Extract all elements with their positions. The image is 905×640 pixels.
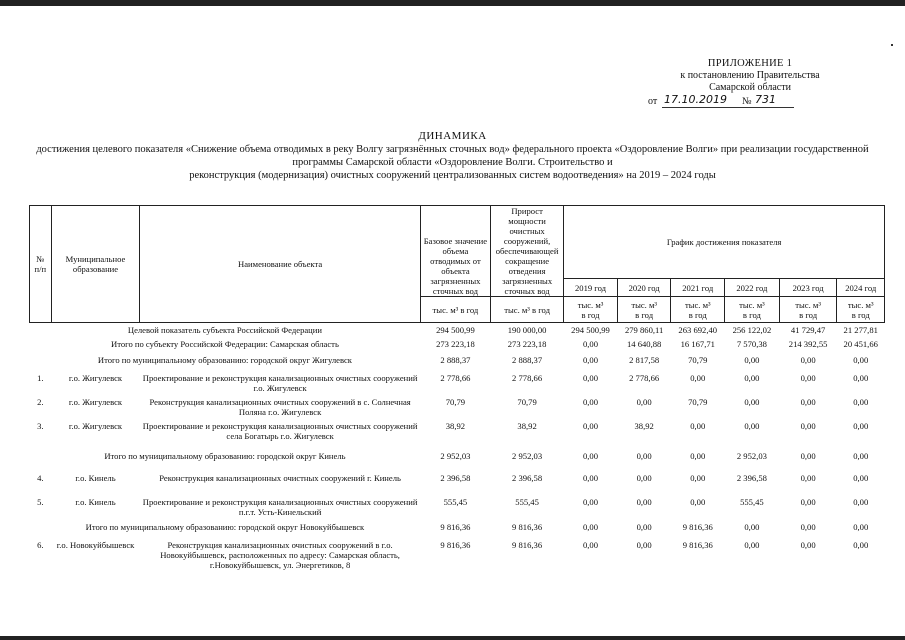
total-row xyxy=(30,517,885,537)
row-municipality: г.о. Жигулевск xyxy=(68,372,123,383)
from-label: от xyxy=(648,96,658,107)
row-growth-value: 2 888,37 xyxy=(512,355,543,365)
row-year-value: 0,00 xyxy=(690,472,706,483)
year-header: 2021 год xyxy=(671,279,725,297)
row-year-value: 0,00 xyxy=(800,472,816,483)
row-year-value: 70,79 xyxy=(688,355,708,365)
unit-year xyxy=(725,297,780,323)
col-num-header: № п/п xyxy=(30,206,52,323)
row-year-value: 0,00 xyxy=(582,420,599,431)
year-header: 2022 год xyxy=(725,279,780,297)
row-year-value: 0,00 xyxy=(853,396,869,407)
title-heading: ДИНАМИКА xyxy=(418,130,487,142)
row-year-value: 0,00 xyxy=(690,372,706,383)
row-year-value: 0,00 xyxy=(582,539,599,550)
row-municipality: г.о. Жигулевск xyxy=(68,396,123,407)
row-municipality: г.о. Новокуйбышевск xyxy=(56,539,135,550)
row-base-value: 9 816,36 xyxy=(440,539,471,550)
row-year-value: 0,00 xyxy=(800,539,816,550)
row-base-value: 2 778,66 xyxy=(440,372,471,383)
row-year-value: 21 277,81 xyxy=(843,324,878,335)
row-year-value: 555,45 xyxy=(740,496,764,507)
table-row xyxy=(30,494,885,517)
row-growth-value: 273 223,18 xyxy=(507,338,547,349)
row-year-value: 0,00 xyxy=(853,355,869,365)
row-year-value: 0,00 xyxy=(853,450,869,461)
row-object-name: Проектирование и реконструкция канализационных очистных сооружений г.о. Жигулевск xyxy=(142,372,418,393)
row-municipality: г.о. Кинель xyxy=(75,472,116,483)
row-year-value: 9 816,36 xyxy=(682,539,713,550)
row-number: 4. xyxy=(37,472,44,483)
row-year-value: 2 952,03 xyxy=(736,450,767,461)
row-year-value: 2 778,66 xyxy=(629,372,660,383)
unit-year-top: тыс. м³ xyxy=(847,299,874,310)
row-municipality: г.о. Кинель xyxy=(75,496,116,507)
row-year-value: 0,00 xyxy=(582,472,599,483)
col-object-header: Наименование объекта xyxy=(140,206,421,323)
row-year-value: 0,00 xyxy=(582,338,599,349)
row-year-value: 0,00 xyxy=(853,539,869,550)
unit-year-top: тыс. м³ xyxy=(795,299,821,310)
table-row xyxy=(30,370,885,394)
row-base-value: 2 952,03 xyxy=(440,450,471,461)
scan-speck xyxy=(891,44,893,46)
row-year-value: 0,00 xyxy=(636,472,652,483)
unit-year-bottom: в год xyxy=(581,309,600,320)
row-year-value: 294 500,99 xyxy=(571,324,610,335)
row-object-name: Реконструкция канализационных очистных сооружений в с. Солнечная Поляна г.о. Жигулевск xyxy=(149,396,411,417)
unit-year-bottom: в год xyxy=(851,309,870,320)
row-year-value: 0,00 xyxy=(744,396,760,407)
year-header: 2023 год xyxy=(779,279,837,297)
row-year-value: 279 860,11 xyxy=(624,324,664,335)
appendix-block xyxy=(630,58,870,108)
row-growth-value: 70,79 xyxy=(517,396,537,407)
table-row xyxy=(30,470,885,494)
year-header: 2019 год xyxy=(564,279,618,297)
table-row xyxy=(30,418,885,442)
row-year-value: 0,00 xyxy=(690,496,706,507)
unit-year-top: тыс. м³ xyxy=(631,299,657,310)
row-year-value: 20 451,66 xyxy=(843,338,878,349)
row-base-value: 294 500,99 xyxy=(436,324,475,335)
row-object-name: Проектирование и реконструкция канализационных очистных сооружений села Богатырь г.о. Жигулевск xyxy=(142,420,418,441)
row-growth-value: 9 816,36 xyxy=(512,521,543,532)
row-year-value: 0,00 xyxy=(800,396,816,407)
row-growth-value: 555,45 xyxy=(515,496,539,507)
total-label: Итого по муниципальному образованию: городской округ Жигулевск xyxy=(97,355,352,365)
row-year-value: 0,00 xyxy=(800,496,816,507)
unit-year xyxy=(671,297,725,323)
row-number: 3. xyxy=(37,420,44,431)
row-year-value: 0,00 xyxy=(744,372,760,383)
row-year-value: 0,00 xyxy=(636,496,652,507)
row-year-value: 0,00 xyxy=(582,496,599,507)
bottom-border xyxy=(0,636,905,640)
title-line-2: программы Самарской области «Оздоровление Волги. Строительство и xyxy=(292,157,613,168)
unit-base: тыс. м³ в год xyxy=(420,297,490,323)
row-number: 5. xyxy=(37,496,44,507)
row-year-value: 0,00 xyxy=(853,372,869,383)
row-year-value: 0,00 xyxy=(800,372,816,383)
row-growth-value: 2 952,03 xyxy=(512,450,543,461)
row-year-value: 0,00 xyxy=(582,355,599,365)
row-base-value: 70,79 xyxy=(445,396,466,407)
row-year-value: 38,92 xyxy=(634,420,654,431)
row-year-value: 0,00 xyxy=(582,396,599,407)
col-municipality-header: Муниципальное образование xyxy=(51,206,140,323)
row-year-value: 0,00 xyxy=(690,450,706,461)
handwritten-date: 17.10.2019 xyxy=(664,93,727,106)
row-year-value: 16 167,71 xyxy=(680,338,715,349)
unit-year xyxy=(617,297,671,323)
total-label: Итого по субъекту Российской Федерации: Самарская область xyxy=(110,338,339,349)
row-year-value: 0,00 xyxy=(853,496,869,507)
unit-year-bottom: в год xyxy=(799,309,818,320)
row-year-value: 0,00 xyxy=(636,539,652,550)
row-year-value: 0,00 xyxy=(744,420,760,431)
decree-reference xyxy=(630,94,870,108)
row-number: 6. xyxy=(37,539,44,550)
row-year-value: 0,00 xyxy=(800,355,816,365)
top-border xyxy=(0,0,905,6)
unit-year-bottom: в год xyxy=(635,309,654,320)
document-title xyxy=(0,130,905,182)
signature-underline xyxy=(662,107,794,108)
row-year-value: 2 396,58 xyxy=(736,472,767,483)
schedule-header: График достижения показателя xyxy=(564,206,885,279)
table-row xyxy=(30,394,885,418)
unit-year-bottom: в год xyxy=(688,309,707,320)
table-row xyxy=(30,537,885,577)
row-year-value: 0,00 xyxy=(582,450,599,461)
row-object-name: Реконструкция канализационных очистных сооружений в г.о. Новокуйбышевск, расположенных по адресу: Самарская область, г.Новокуйбышевск, ул. Энергетиков, 8 xyxy=(160,539,400,570)
row-year-value: 9 816,36 xyxy=(682,521,713,532)
row-base-value: 273 223,18 xyxy=(436,338,475,349)
row-year-value: 256 122,02 xyxy=(732,324,772,335)
title-line-1: достижения целевого показателя «Снижение объема отводимых в реку Волгу загрязнённых сточных вод» федерального проекта «Оздоровление Волги» при реализации государственной xyxy=(36,144,869,155)
row-growth-value: 38,92 xyxy=(517,420,537,431)
row-base-value: 555,45 xyxy=(443,496,468,507)
unit-year xyxy=(837,297,885,323)
row-object-name: Реконструкция канализационных очистных сооружений г. Кинель xyxy=(159,472,401,483)
row-number: 2. xyxy=(37,396,44,407)
row-year-value: 2 817,58 xyxy=(629,355,660,365)
unit-year-bottom: в год xyxy=(742,309,761,320)
row-growth-value: 190 000,00 xyxy=(507,324,547,335)
row-year-value: 0,00 xyxy=(582,372,599,383)
total-label: Итого по муниципальному образованию: городской округ Новокуйбышевск xyxy=(85,521,365,532)
row-year-value: 0,00 xyxy=(744,521,760,532)
row-year-value: 0,00 xyxy=(853,521,869,532)
total-label: Целевой показатель субъекта Российской Федерации xyxy=(127,324,322,335)
row-number: 1. xyxy=(37,372,44,383)
handwritten-number: 731 xyxy=(755,93,776,106)
row-year-value: 0,00 xyxy=(853,420,869,431)
unit-year-top: тыс. м³ xyxy=(684,299,711,310)
row-year-value: 14 640,88 xyxy=(626,338,662,349)
row-year-value: 0,00 xyxy=(636,450,652,461)
appendix-title: ПРИЛОЖЕНИЕ 1 xyxy=(707,58,793,69)
unit-growth: тыс. м³ в год xyxy=(490,297,563,323)
col-growth-header: Прирост мощности очистных сооружений, обеспечивающей сокращение отведения загрязненных сточных вод xyxy=(490,206,563,297)
row-year-value: 7 570,38 xyxy=(736,338,767,349)
row-municipality: г.о. Жигулевск xyxy=(68,420,123,431)
row-year-value: 41 729,47 xyxy=(790,324,826,335)
unit-year xyxy=(779,297,837,323)
unit-year-top: тыс. м³ xyxy=(739,299,765,310)
total-row xyxy=(30,442,885,470)
row-year-value: 0,00 xyxy=(636,396,652,407)
row-year-value: 0,00 xyxy=(853,472,869,483)
appendix-line-3: Самарской области xyxy=(709,82,791,93)
unit-year xyxy=(564,297,618,323)
row-year-value: 0,00 xyxy=(800,450,816,461)
row-base-value: 2 888,37 xyxy=(440,355,471,365)
appendix-line-2: к постановлению Правительства xyxy=(680,70,820,81)
row-year-value: 0,00 xyxy=(800,521,816,532)
row-year-value: 0,00 xyxy=(636,521,652,532)
row-year-value: 0,00 xyxy=(744,355,760,365)
row-year-value: 214 392,55 xyxy=(788,338,828,349)
total-row xyxy=(30,323,885,337)
indicator-table xyxy=(29,205,885,577)
title-line-3: реконструкция (модернизация) очистных сооружений централизованных систем водоотведения» на 2019 – 2024 годы xyxy=(189,170,716,181)
row-year-value: 0,00 xyxy=(690,420,706,431)
row-base-value: 38,92 xyxy=(445,420,466,431)
row-growth-value: 2 778,66 xyxy=(512,372,543,383)
row-year-value: 0,00 xyxy=(582,521,599,532)
row-growth-value: 2 396,58 xyxy=(512,472,543,483)
number-label: № xyxy=(742,96,752,107)
row-year-value: 0,00 xyxy=(744,539,760,550)
row-year-value: 263 692,40 xyxy=(678,324,718,335)
total-label: Итого по муниципальному образованию: городской округ Кинель xyxy=(104,450,346,461)
row-year-value: 0,00 xyxy=(800,420,816,431)
total-row xyxy=(30,337,885,351)
row-growth-value: 9 816,36 xyxy=(512,539,543,550)
row-base-value: 9 816,36 xyxy=(440,521,471,532)
unit-year-top: тыс. м³ xyxy=(577,299,604,310)
row-object-name: Проектирование и реконструкция канализационных очистных сооружений п.г.т. Усть-Кинельский xyxy=(142,496,418,517)
year-header: 2024 год xyxy=(837,279,885,297)
row-base-value: 2 396,58 xyxy=(440,472,471,483)
row-year-value: 70,79 xyxy=(688,396,708,407)
year-header: 2020 год xyxy=(617,279,671,297)
col-base-header: Базовое значение объема отводимых от объекта загрязненных сточных вод xyxy=(420,206,490,297)
total-row xyxy=(30,351,885,370)
